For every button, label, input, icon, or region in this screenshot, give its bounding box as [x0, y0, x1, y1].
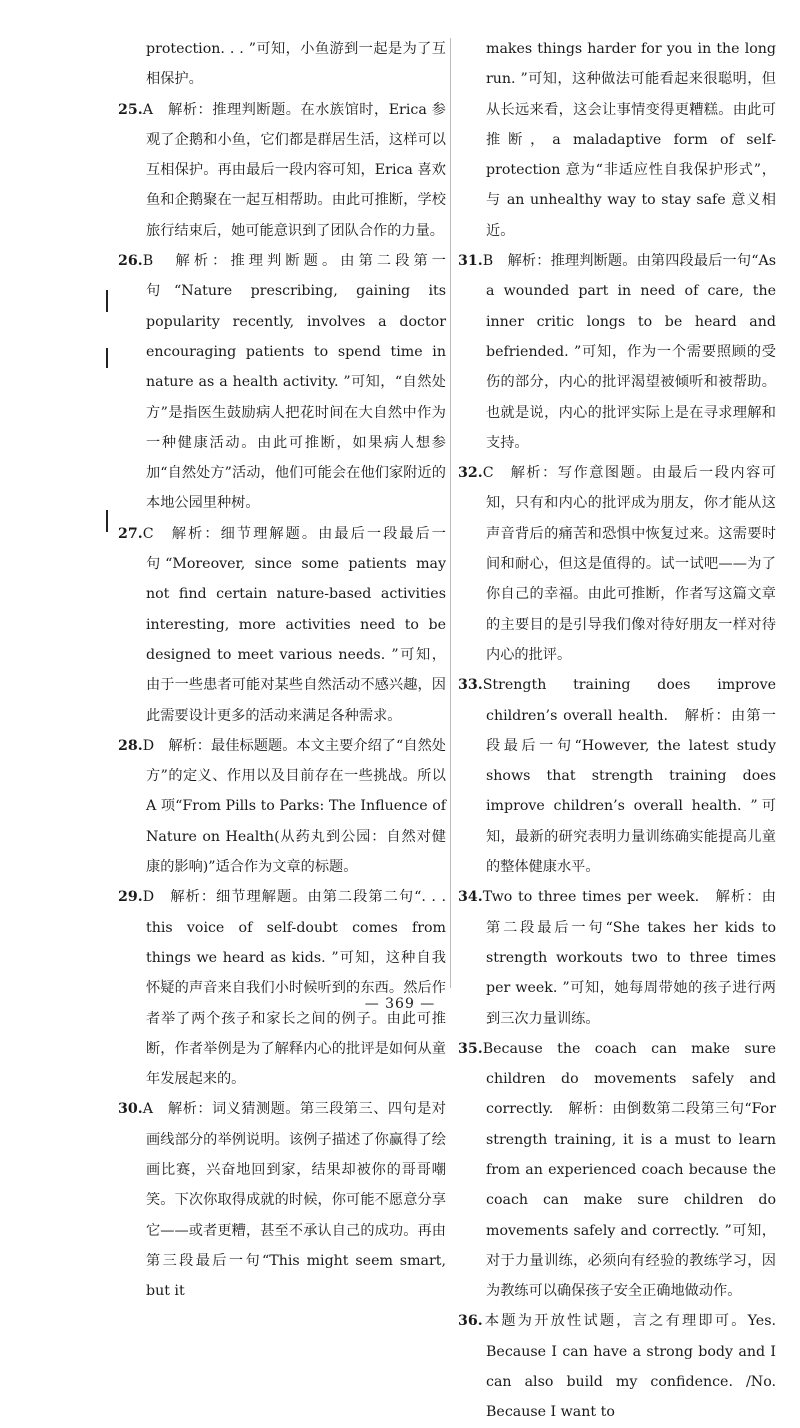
entry-33: 33.Strength training does improve children’s overall health. 解析：由第一段最后一句“However, the latest study shows that strength training does improve children’s overall health. ”可知，最新的研究表明力量训练确实能提高儿童的整体健康水平。 — [458, 677, 776, 876]
entry-28: 28.D 解析：最佳标题题。本文主要介绍了“自然处方”的定义、作用以及目前存在一些挑战。所以 A 项“From Pills to Parks: The Influence of Nature on Health(从药丸到公园：自然对健康的影响)”适合作为文章的标题。 — [118, 737, 446, 876]
entry-30: 30.A 解析：词义猜测题。第三段第三、四句是对画线部分的举例说明。该例子描述了你赢得了绘画比赛，兴奋地回到家，结果却被你的哥哥嘲笑。下次你取得成就的时候，你可能不愿意分享它——或者更糟，甚至不承认自己的成功。再由第三段最后一句“This might seem smart, but it — [118, 1101, 446, 1300]
margin-mark — [106, 290, 108, 312]
entry-27: 27.C 解析：细节理解题。由最后一段最后一句“Moreover, since some patients may not find certain nature-based activities interesting, more activities need to be designed to meet various needs. ”可知，由于一些患者可能对某些自然活动不感兴趣，因此需要设计更多的活动来满足各种需求。 — [118, 525, 446, 724]
entry-25: 25.A 解析：推理判断题。在水族馆时，Erica 参观了企鹅和小鱼，它们都是群居生活，这样可以互相保护。再由最后一段内容可知，Erica 喜欢鱼和企鹅聚在一起互相帮助。由此可推断，学校旅行结束后，她可能意识到了团队合作的力量。 — [118, 101, 446, 239]
entry-34: 34.Two to three times per week. 解析：由第二段最后一句“She takes her kids to strength workouts two to three times per week. ”可知，她每周带她的孩子进行两到三次力量训练。 — [458, 889, 776, 1027]
column-divider — [450, 38, 451, 988]
entry-35: 35.Because the coach can make sure children do movements safely and correctly. 解析：由倒数第二段第三句“For strength training, it is a must to learn from an experienced coach because the coach can make sure children do movements safely and correctly. ”可知，对于力量训练，必须向有经验的教练学习，因为教练可以确保孩子安全正确地做动作。 — [458, 1040, 776, 1300]
left-column — [118, 34, 446, 1306]
margin-mark — [106, 348, 108, 368]
entry-29: 29.D 解析：细节理解题。由第二段第二句“. . . this voice of self-doubt comes from things we heard as kids. ”可知，这种自我怀疑的声音来自我们小时候听到的东西。然后作者举了两个孩子和家长之间的例子。由此可推断，作者举例是为了解释内心的批评是如何从童年发展起来的。 — [118, 889, 446, 1088]
page-number: — 369 — — [364, 996, 436, 1012]
entry-continuation: protection. . . ”可知，小鱼游到一起是为了互相保护。 — [146, 41, 446, 88]
right-column — [458, 34, 776, 1428]
entry-31: 31.B 解析：推理判断题。由第四段最后一句“As a wounded part in need of care, the inner critic longs to be heard and befriended. ”可知，作为一个需要照顾的受伤的部分，内心的批评渴望被倾听和被帮助。也就是说，内心的批评实际上是在寻求理解和支持。 — [458, 253, 776, 451]
entry-continuation: makes things harder for you in the long run. ”可知，这种做法可能看起来很聪明，但从长远来看，这会让事情变得更糟糕。由此可推断，a maladaptive form of self-protection 意为“非适应性自我保护形式”，与 an unhealthy way to stay safe 意义相近。 — [486, 41, 776, 239]
entry-26: 26.B 解析：推理判断题。由第二段第一句“Nature prescribing, gaining its popularity recently, involves a doctor encouraging patients to spend time in nature as a health activity. ”可知，“自然处方”是指医生鼓励病人把花时间在大自然中作为一种健康活动。由此可推断，如果病人想参加“自然处方”活动，他们可能会在他们家附近的本地公园里种树。 — [118, 253, 446, 512]
margin-mark — [106, 510, 108, 532]
entry-32: 32.C 解析：写作意图题。由最后一段内容可知，只有和内心的批评成为朋友，你才能从这声音背后的痛苦和恐惧中恢复过来。这需要时间和耐心，但这是值得的。试一试吧——为了你自己的幸福。由此可推断，作者写这篇文章的主要目的是引导我们像对待好朋友一样对待内心的批评。 — [458, 465, 776, 663]
entry-36: 36.本题为开放性试题，言之有理即可。Yes. Because I can have a strong body and I can also build my confidence. /No. Because I want to — [458, 1313, 776, 1421]
